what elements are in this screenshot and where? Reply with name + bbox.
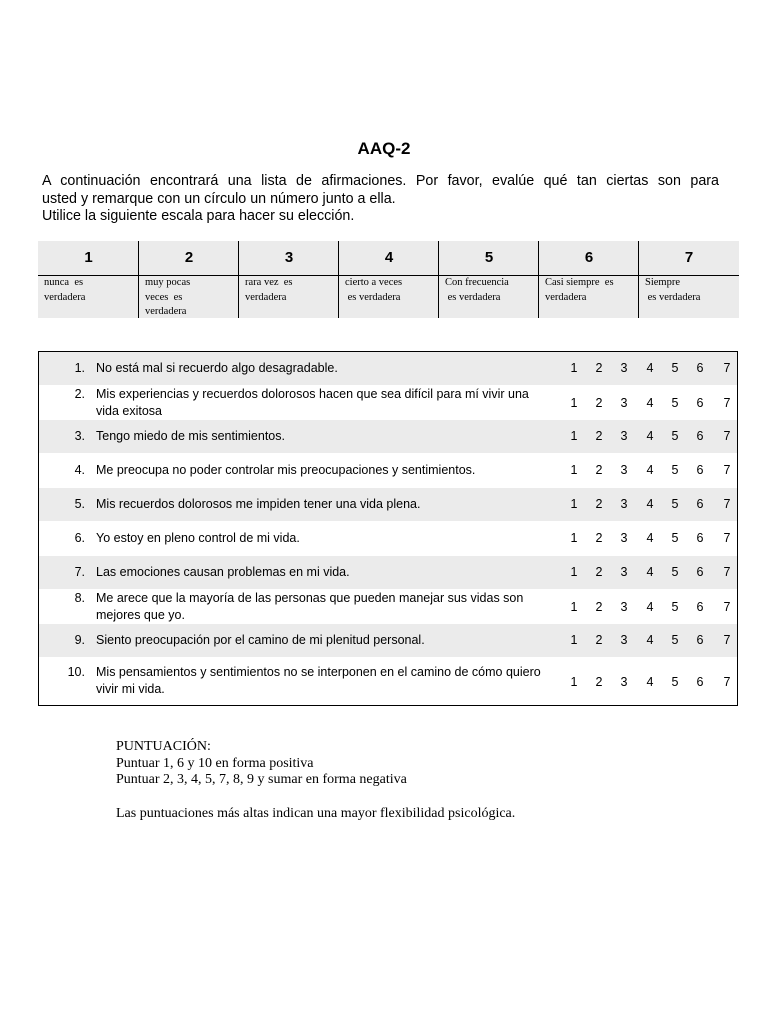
scale-label: cierto a veces es verdadera <box>345 277 403 303</box>
rating-option-7[interactable]: 7 <box>723 497 731 511</box>
rating-option-4[interactable]: 4 <box>646 463 654 477</box>
rating-option-3[interactable]: 3 <box>620 531 628 545</box>
rating-option-1[interactable]: 1 <box>570 565 578 579</box>
rating-option-5[interactable]: 5 <box>671 396 679 410</box>
rating-option-3[interactable]: 3 <box>620 565 628 579</box>
item-number: 7. <box>74 565 85 579</box>
item-row <box>39 488 737 521</box>
instructions-line-2: usted y remarque con un círculo un número junto a ella. <box>42 190 396 207</box>
rating-option-3[interactable]: 3 <box>620 497 628 511</box>
item-row <box>39 385 737 420</box>
item-row <box>39 420 737 453</box>
scale-number: 6 <box>584 249 594 266</box>
scoring-heading: PUNTUACIÓN: <box>116 739 211 754</box>
rating-option-5[interactable]: 5 <box>671 633 679 647</box>
rating-option-5[interactable]: 5 <box>671 429 679 443</box>
rating-option-5[interactable]: 5 <box>671 565 679 579</box>
scale-label: Con frecuencia es verdadera <box>445 277 509 303</box>
item-number: 1. <box>74 361 85 375</box>
scale-label: Casi siempre es verdadera <box>545 277 614 303</box>
item-row <box>39 453 737 488</box>
page-title: AAQ-2 <box>357 139 411 158</box>
rating-option-2[interactable]: 2 <box>595 565 603 579</box>
item-number: 6. <box>74 531 85 545</box>
rating-option-7[interactable]: 7 <box>723 675 731 689</box>
item-row <box>39 657 737 705</box>
scale-option <box>538 241 639 318</box>
item-number: 4. <box>74 463 85 477</box>
rating-option-6[interactable]: 6 <box>696 396 704 410</box>
rating-option-6[interactable]: 6 <box>696 675 704 689</box>
item-row <box>39 556 737 589</box>
rating-option-2[interactable]: 2 <box>595 361 603 375</box>
item-text: Mis experiencias y recuerdos dolorosos hacen que sea difícil para mí vivir una vida exitosa <box>96 387 529 418</box>
rating-option-6[interactable]: 6 <box>696 633 704 647</box>
rating-option-3[interactable]: 3 <box>620 675 628 689</box>
spacer <box>116 789 676 806</box>
item-text: Me preocupa no poder controlar mis preocupaciones y sentimientos. <box>96 463 476 477</box>
item-row <box>39 624 737 657</box>
items-table <box>38 351 738 706</box>
rating-option-5[interactable]: 5 <box>671 600 679 614</box>
scoring-section <box>116 739 676 822</box>
rating-option-1[interactable]: 1 <box>570 429 578 443</box>
rating-option-7[interactable]: 7 <box>723 633 731 647</box>
scale-option <box>338 241 439 318</box>
scoring-positive: Puntuar 1, 6 y 10 en forma positiva <box>116 755 314 771</box>
rating-option-1[interactable]: 1 <box>570 531 578 545</box>
item-number: 8. <box>74 591 85 605</box>
rating-option-3[interactable]: 3 <box>620 463 628 477</box>
rating-option-6[interactable]: 6 <box>696 497 704 511</box>
scale-label: rara vez es verdadera <box>245 277 293 303</box>
item-number: 10. <box>67 665 85 679</box>
scale-number: 1 <box>84 249 93 266</box>
rating-option-2[interactable]: 2 <box>595 396 603 410</box>
rating-option-4[interactable]: 4 <box>646 429 654 443</box>
rating-option-5[interactable]: 5 <box>671 497 679 511</box>
rating-option-2[interactable]: 2 <box>595 675 603 689</box>
rating-option-6[interactable]: 6 <box>696 429 704 443</box>
rating-option-4[interactable]: 4 <box>646 531 654 545</box>
item-row <box>39 521 737 556</box>
scale-number: 2 <box>184 249 194 266</box>
rating-option-4[interactable]: 4 <box>646 361 654 375</box>
scoring-note: Las puntuaciones más altas indican una mayor flexibilidad psicológica. <box>116 805 516 821</box>
scale-label: nunca es verdadera <box>44 277 86 303</box>
item-row <box>39 589 737 624</box>
item-row <box>39 352 737 385</box>
rating-option-1[interactable]: 1 <box>570 463 578 477</box>
rating-option-7[interactable]: 7 <box>723 429 731 443</box>
rating-option-7[interactable]: 7 <box>723 463 731 477</box>
rating-option-5[interactable]: 5 <box>671 361 679 375</box>
rating-option-3[interactable]: 3 <box>620 600 628 614</box>
rating-option-1[interactable]: 1 <box>570 600 578 614</box>
item-number: 3. <box>74 429 85 443</box>
rating-option-2[interactable]: 2 <box>595 497 603 511</box>
rating-option-3[interactable]: 3 <box>620 396 628 410</box>
rating-option-2[interactable]: 2 <box>595 600 603 614</box>
scale-option <box>238 241 339 318</box>
rating-option-5[interactable]: 5 <box>671 531 679 545</box>
item-text: Tengo miedo de mis sentimientos. <box>96 429 285 443</box>
item-text: Yo estoy en pleno control de mi vida. <box>96 531 300 545</box>
rating-option-1[interactable]: 1 <box>570 675 578 689</box>
scoring-negative: Puntuar 2, 3, 4, 5, 7, 8, 9 y sumar en forma negativa <box>116 772 407 787</box>
item-text: Siento preocupación por el camino de mi plenitud personal. <box>96 633 425 647</box>
scale-number: 7 <box>684 249 694 266</box>
instructions-line-1: A continuación encontrará una lista de afirmaciones. Por favor, evalúe qué tan ciertas son para <box>42 173 719 189</box>
scale-option <box>138 241 239 318</box>
rating-option-3[interactable]: 3 <box>620 361 628 375</box>
scale-option <box>638 241 739 318</box>
rating-option-4[interactable]: 4 <box>646 396 654 410</box>
instructions <box>42 173 719 226</box>
rating-option-6[interactable]: 6 <box>696 600 704 614</box>
scale-number: 4 <box>384 249 394 266</box>
rating-option-5[interactable]: 5 <box>671 463 679 477</box>
rating-option-4[interactable]: 4 <box>646 675 654 689</box>
scale-label: Siempre es verdadera <box>645 277 701 303</box>
item-text: Mis recuerdos dolorosos me impiden tener una vida plena. <box>96 497 421 511</box>
rating-option-4[interactable]: 4 <box>646 565 654 579</box>
scale-number: 3 <box>284 249 294 266</box>
rating-option-6[interactable]: 6 <box>696 565 704 579</box>
item-number: 9. <box>74 633 85 647</box>
scale-number: 5 <box>484 249 494 266</box>
item-text: Me arece que la mayoría de las personas que pueden manejar sus vidas son mejores que yo. <box>96 591 524 622</box>
rating-option-1[interactable]: 1 <box>570 396 578 410</box>
rating-option-4[interactable]: 4 <box>646 497 654 511</box>
rating-option-5[interactable]: 5 <box>671 675 679 689</box>
rating-option-3[interactable]: 3 <box>620 633 628 647</box>
rating-option-7[interactable]: 7 <box>723 396 731 410</box>
rating-option-7[interactable]: 7 <box>723 600 731 614</box>
rating-option-3[interactable]: 3 <box>620 429 628 443</box>
item-text: No está mal si recuerdo algo desagradable. <box>96 361 338 375</box>
scale-label: muy pocas veces es verdadera <box>145 277 191 317</box>
rating-option-7[interactable]: 7 <box>723 565 731 579</box>
rating-option-4[interactable]: 4 <box>646 633 654 647</box>
rating-option-2[interactable]: 2 <box>595 531 603 545</box>
rating-option-2[interactable]: 2 <box>595 633 603 647</box>
scale-option <box>38 241 139 318</box>
rating-option-2[interactable]: 2 <box>595 429 603 443</box>
rating-option-6[interactable]: 6 <box>696 463 704 477</box>
response-scale <box>38 241 739 318</box>
item-text: Mis pensamientos y sentimientos no se interponen en el camino de cómo quiero vivir mi vida. <box>96 665 541 696</box>
scale-divider <box>38 275 739 276</box>
rating-option-1[interactable]: 1 <box>570 497 578 511</box>
rating-option-7[interactable]: 7 <box>723 531 731 545</box>
instructions-line-3: Utilice la siguiente escala para hacer su elección. <box>42 208 355 224</box>
scale-option <box>438 241 539 318</box>
rating-option-7[interactable]: 7 <box>723 361 731 375</box>
item-number: 5. <box>74 497 85 511</box>
rating-option-1[interactable]: 1 <box>570 361 578 375</box>
rating-option-2[interactable]: 2 <box>595 463 603 477</box>
item-number: 2. <box>74 387 85 401</box>
rating-option-6[interactable]: 6 <box>696 531 704 545</box>
rating-option-1[interactable]: 1 <box>570 633 578 647</box>
rating-option-6[interactable]: 6 <box>696 361 704 375</box>
rating-option-4[interactable]: 4 <box>646 600 654 614</box>
item-text: Las emociones causan problemas en mi vida. <box>96 565 350 579</box>
